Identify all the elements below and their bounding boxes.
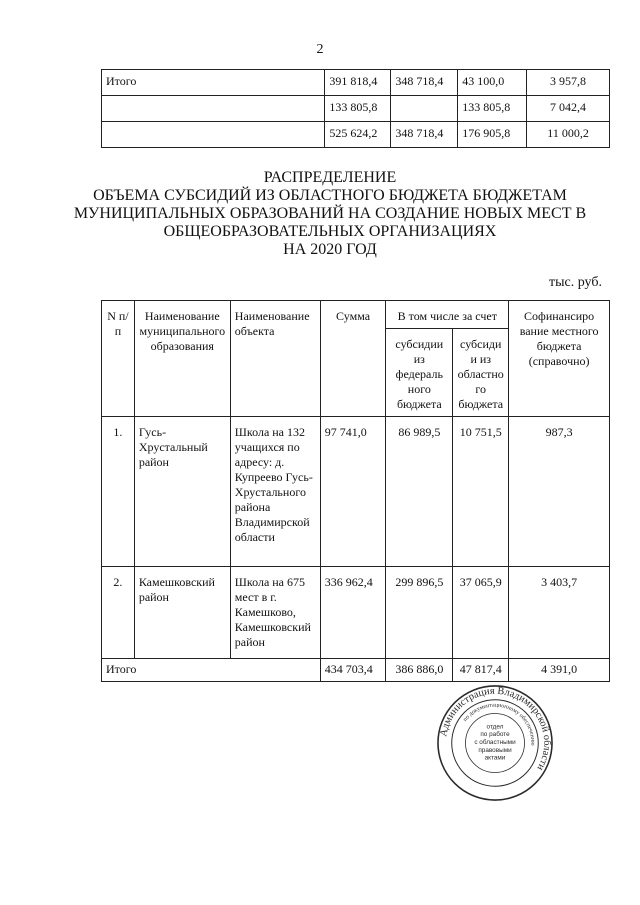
table-total-row (102, 659, 610, 682)
cell-value (391, 96, 458, 122)
cell-value: 11 000,2 (527, 122, 610, 148)
total-regional: 47 817,4 (453, 659, 509, 682)
table-row (102, 122, 610, 148)
row-label: Итого (102, 70, 325, 96)
total-cofinancing: 4 391,0 (509, 659, 610, 682)
cell-num: 2. (102, 567, 135, 659)
cell-municipality: Камешковский район (134, 567, 230, 659)
cell-value: 348 718,4 (391, 70, 458, 96)
table-header-row (102, 301, 610, 329)
header-object: Наименование объекта (230, 301, 320, 417)
cell-value: 525 624,2 (325, 122, 391, 148)
cell-value: 7 042,4 (527, 96, 610, 122)
header-federal: субсидии из федераль ного бюджета (386, 329, 453, 417)
stamp-inner-ring-text: по документационному обеспечению (462, 702, 536, 746)
cell-object: Школа на 132 учащихся по адресу: д. Купреево Гусь-Хрустального района Владимирской области (230, 417, 320, 567)
cell-value: 176 905,8 (458, 122, 527, 148)
stamp-center-line: с областными (474, 738, 516, 746)
header-sum: Сумма (320, 301, 386, 417)
cell-object: Школа на 675 мест в г. Камешково, Камешковский район (230, 567, 320, 659)
heading-line: НА 2020 ГОД (283, 241, 377, 258)
header-regional: субсиди и из областно го бюджета (453, 329, 509, 417)
cell-value: 348 718,4 (391, 122, 458, 148)
cell-sum: 336 962,4 (320, 567, 386, 659)
stamp-ring-text: Администрация Владимирской области (438, 685, 553, 773)
document-heading (60, 169, 600, 259)
table-row (102, 96, 610, 122)
stamp-center-line: по работе (480, 731, 510, 739)
table-row (102, 70, 610, 96)
header-cofinancing: Софинансиро вание местного бюджета (справочно) (509, 301, 610, 417)
distribution-table (101, 300, 610, 682)
table-row (102, 417, 610, 567)
heading-line: ОБЩЕОБРАЗОВАТЕЛЬНЫХ ОРГАНИЗАЦИЯХ (163, 223, 497, 240)
cell-value: 133 805,8 (325, 96, 391, 122)
row-label (102, 96, 325, 122)
header-including: В том числе за счет (386, 301, 509, 329)
cell-federal: 86 989,5 (386, 417, 453, 567)
total-sum: 434 703,4 (320, 659, 386, 682)
row-label (102, 122, 325, 148)
cell-cofinancing: 3 403,7 (509, 567, 610, 659)
official-stamp (436, 684, 554, 802)
cell-sum: 97 741,0 (320, 417, 386, 567)
cell-regional: 37 065,9 (453, 567, 509, 659)
cell-regional: 10 751,5 (453, 417, 509, 567)
cell-value: 43 100,0 (458, 70, 527, 96)
cell-municipality: Гусь-Хрустальный район (134, 417, 230, 567)
stamp-center-line: отдел (486, 723, 504, 731)
table-row (102, 567, 610, 659)
stamp-center-line: актами (484, 754, 506, 762)
total-label: Итого (102, 659, 321, 682)
heading-line: МУНИЦИПАЛЬНЫХ ОБРАЗОВАНИЙ НА СОЗДАНИЕ НОВЫХ МЕСТ В (73, 205, 587, 222)
stamp-center-line: правовыми (478, 746, 512, 754)
units-label: тыс. руб. (549, 275, 602, 290)
cell-cofinancing: 987,3 (509, 417, 610, 567)
cell-value: 133 805,8 (458, 96, 527, 122)
cell-value: 3 957,8 (527, 70, 610, 96)
summary-table (101, 69, 610, 148)
heading-line: РАСПРЕДЕЛЕНИЕ (263, 169, 397, 186)
heading-line: ОБЪЕМА СУБСИДИЙ ИЗ ОБЛАСТНОГО БЮДЖЕТА БЮДЖЕТАМ (93, 187, 567, 204)
cell-value: 391 818,4 (325, 70, 391, 96)
header-municipality: Наименование муниципального образования (134, 301, 230, 417)
cell-num: 1. (102, 417, 135, 567)
header-num: N п/п (102, 301, 135, 417)
cell-federal: 299 896,5 (386, 567, 453, 659)
page-number: 2 (316, 42, 324, 57)
total-federal: 386 886,0 (386, 659, 453, 682)
